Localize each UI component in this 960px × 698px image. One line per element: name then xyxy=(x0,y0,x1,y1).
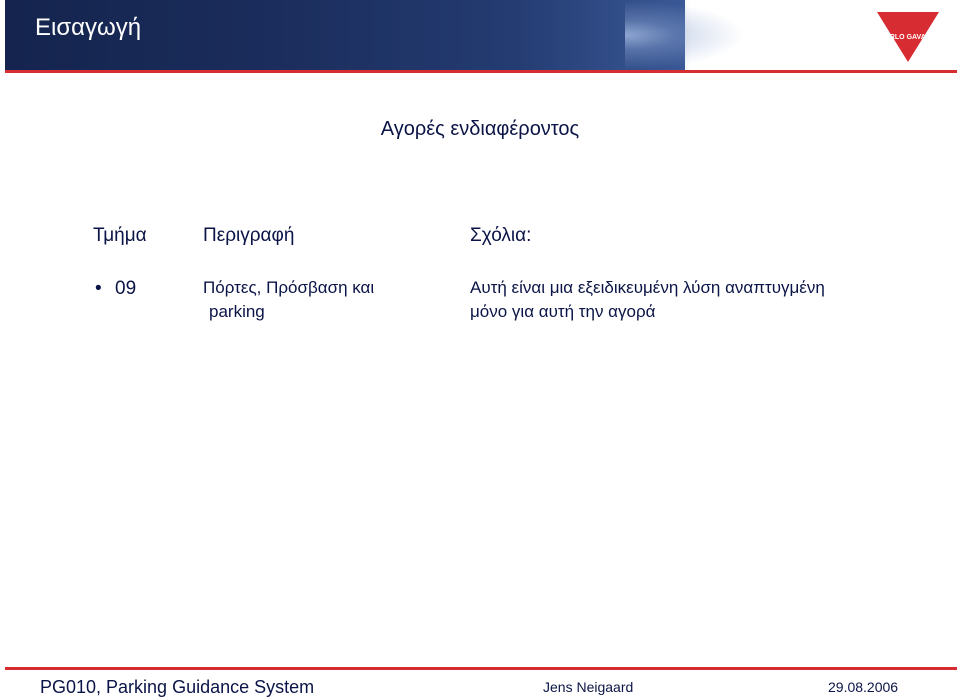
slide-subtitle: Αγορές ενδιαφέροντος xyxy=(380,118,580,140)
row-description xyxy=(203,276,374,324)
row-description-line2: parking xyxy=(209,302,265,321)
row-description-line1: Πόρτες, Πρόσβαση και xyxy=(203,278,375,297)
column-header-description: Περιγραφή xyxy=(203,225,295,246)
header-divider xyxy=(5,70,957,73)
row-section-code: 09 xyxy=(115,278,137,299)
header-banner xyxy=(5,0,957,70)
column-header-section: Τμήμα xyxy=(93,225,147,246)
footer-date: 29.08.2006 xyxy=(828,679,899,695)
row-notes-line1: Αυτή είναι μια εξειδικευμένη λύση αναπτυγμένη xyxy=(470,278,825,297)
column-header-notes: Σχόλια: xyxy=(470,225,532,246)
footer-divider xyxy=(5,667,957,670)
row-notes xyxy=(470,276,825,324)
page-title: Εισαγωγή xyxy=(35,14,142,41)
row-notes-line2: μόνο για αυτή την αγορά xyxy=(470,302,656,321)
bullet-marker: • xyxy=(95,278,102,299)
carlo-gavazzi-logo xyxy=(873,10,943,64)
footer-author: Jens Neigaard xyxy=(543,679,634,695)
logo-text: CARLO GAVAZZI xyxy=(879,34,937,41)
footer-document: PG010, Parking Guidance System xyxy=(40,677,315,697)
